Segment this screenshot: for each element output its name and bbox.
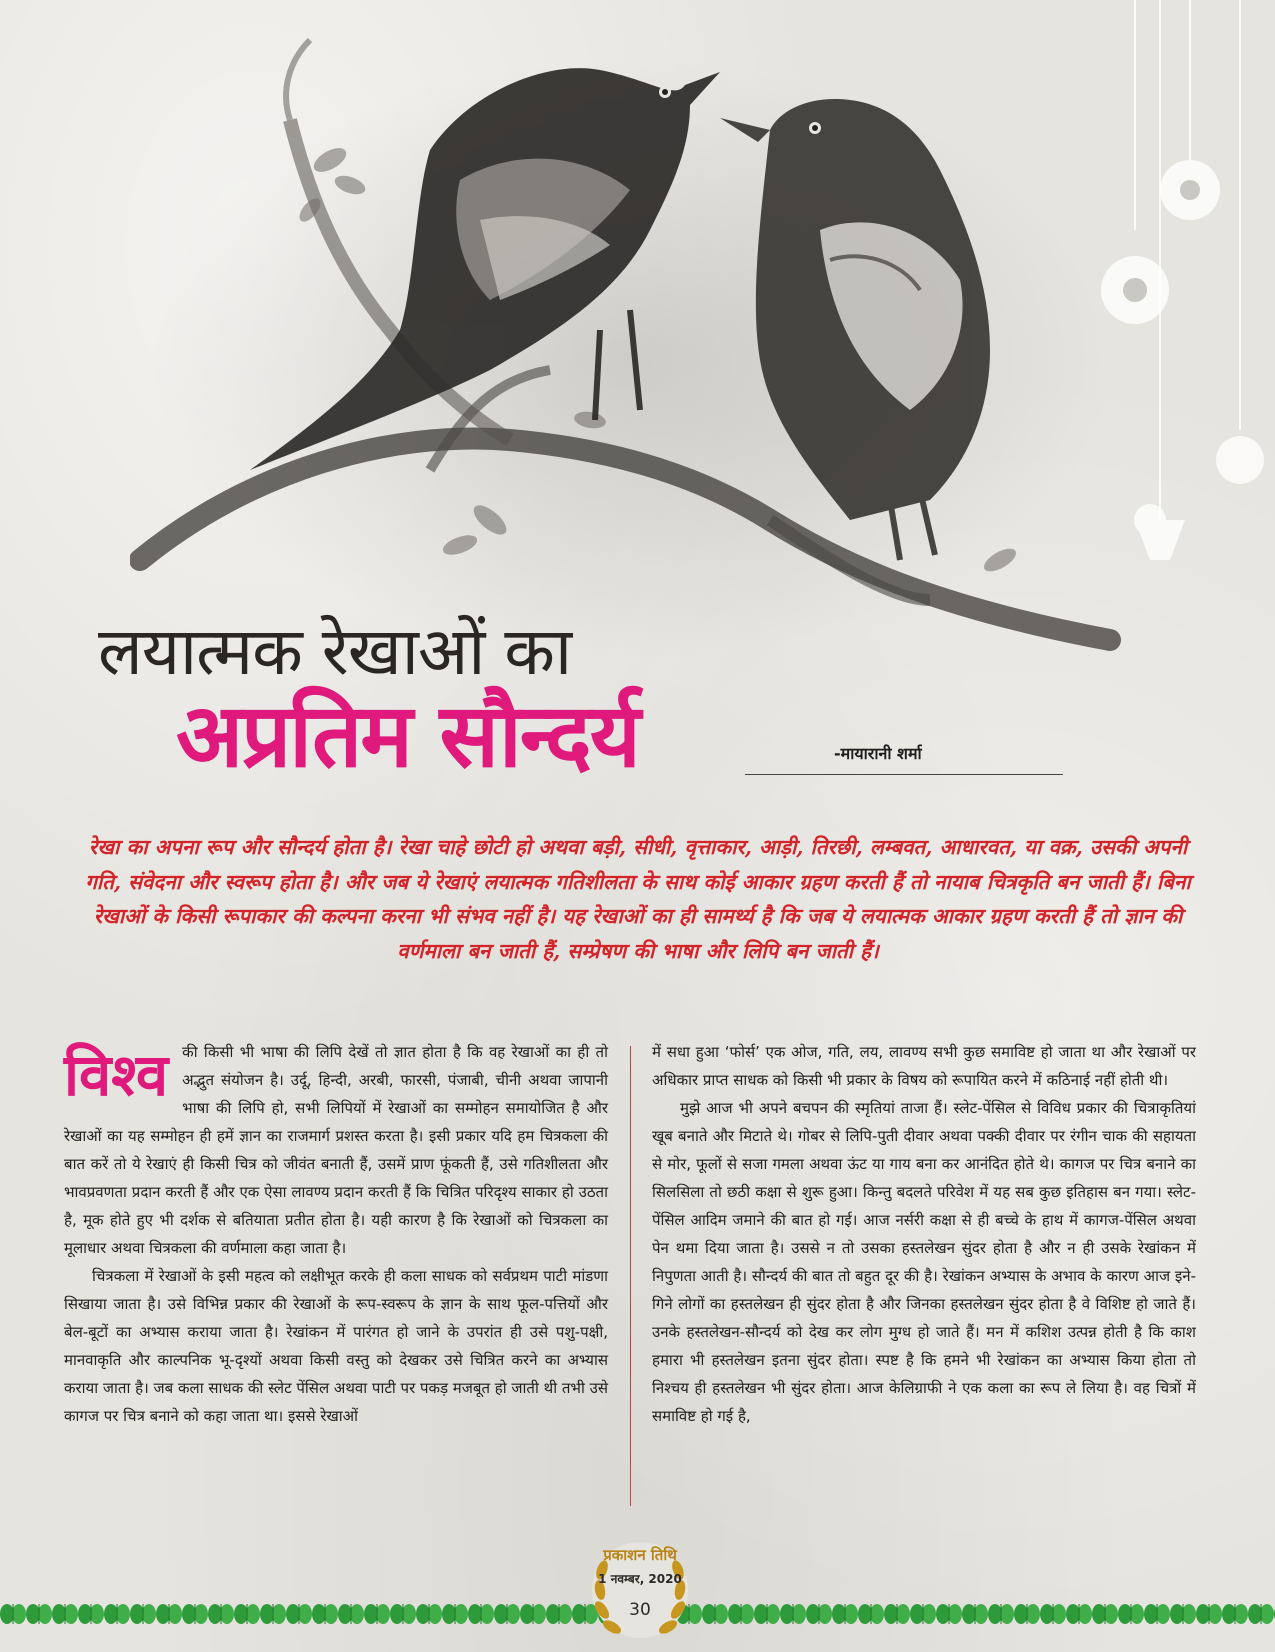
article-title-line2: अप्रतिम सौन्दर्य — [176, 684, 639, 787]
drop-cap: विश्व — [64, 1041, 169, 1109]
publication-badge — [586, 1530, 694, 1648]
hanging-ornaments-icon — [1040, 0, 1275, 620]
column-divider — [630, 1046, 631, 1506]
article-intro: रेखा का अपना रूप और सौन्दर्य होता है। रेखा चाहे छोटी हो अथवा बड़ी, सीधी, वृत्ताकार, आड़ी, तिरछी, लम्बवत, आधारवत, या वक्र, उसकी अपनी गति, संवेदना और स्वरूप होता है। और जब ये रेखाएं लयात्मक गतिशीलता के साथ कोई आकार ग्रहण करती हैं तो नायाब चित्रकृति बन जाती हैं। बिना रेखाओं के किसी रूपाकार की कल्पना करना भी संभव नहीं है। यह रेखाओं का ही सामर्थ्य है कि जब ये लयात्मक आकार ग्रहण करती हैं तो ज्ञान की वर्णमाला बन जाती हैं, सम्प्रेषण की भाषा और लिपि बन जाती हैं। — [85, 835, 1191, 963]
birds-illustration — [130, 0, 1130, 700]
publication-date: 1 नवम्बर, 2020 — [598, 1572, 682, 1586]
paragraph: मुझे आज भी अपने बचपन की स्मृतियां ताजा हैं। स्लेट-पेंसिल से विविध प्रकार की चित्राकृतियां खूब बनाते और मिटाते थे। गोबर से लिपि-पुती दीवार अथवा पक्की दीवार पर रंगीन चाक की सहायता से मोर, फूलों से सजा गमला अथवा ऊंट या गाय बना कर आनंदित होते थे। कागज पर चित्र बनाने का सिलसिला तो छठी कक्षा से शुरू हुआ। किन्तु बदलते परिवेश में यह सब कुछ इतिहास बन गया। स्लेट-पेंसिल आदिम जमाने की बात हो गई। आज नर्सरी कक्षा से ही बच्चे के हाथ में कागज-पेंसिल अथवा पेन थमा दिया जाता है। उससे न तो उसका हस्तलेखन सुंदर होता है और न ही उसके रेखांकन में निपुणता आती है। सौन्दर्य की बात तो बहुत दूर की है। रेखांकन अभ्यास के अभाव के कारण आज इने-गिने लोगों का हस्तलेखन ही सुंदर होता है और जिनका हस्तलेखन सुंदर होता है वे विशिष्ट हो जाते हैं। उनके हस्तलेखन-सौन्दर्य को देख कर लोग मुग्ध हो जाते हैं। मन में कशिश उत्पन्न होती है कि काश हमारा भी हस्तलेखन इतना सुंदर होता। स्पष्ट है कि हमने भी रेखांकन का अभ्यास किया होता तो निश्चय ही हस्तलेखन भी सुंदर होता। आज केलिग्राफी ने एक कला का रूप ले लिया है। वह चित्रों में समाविष्ट हो गई है, — [652, 1099, 1196, 1425]
paragraph: की किसी भी भाषा की लिपि देखें तो ज्ञात होता है कि वह रेखाओं का ही तो अद्भुत संयोजन है। उर्दू, हिन्दी, अरबी, फारसी, पंजाबी, चीनी अथवा जापानी भाषा की लिपि हो, सभी लिपियों में रेखाओं का सम्मोहन समायोजित है और रेखाओं का यह सम्मोहन ही हमें ज्ञान का राजमार्ग प्रशस्त करता है। इसी प्रकार यदि हम चित्रकला की बात करें तो ये रेखाएं ही किसी चित्र को जीवंत बनाती हैं, उसमें प्राण फूंकती हैं, उसे गतिशीलता और भावप्रवणता प्रदान करती हैं और एक ऐसा लावण्य प्रदान करती हैं कि चित्रित परिदृश्य साकार हो उठता है, मूक होते हुए भी दर्शक से बतियाता प्रतीत होता है। यही कारण है कि रेखाओं को चित्रकला का मूलाधार अथवा चित्रकला की वर्णमाला कहा जाता है। — [64, 1043, 608, 1257]
left-column — [64, 1038, 608, 1430]
author-byline: -मायारानी शर्मा — [834, 744, 922, 763]
author-underline — [745, 774, 1063, 775]
paragraph: चित्रकला में रेखाओं के इसी महत्व को लक्षीभूत करके ही कला साधक को सर्वप्रथम पाटी मांडणा सिखाया जाता है। उसे विभिन्न प्रकार की रेखाओं के रूप-स्वरूप के ज्ञान के साथ फूल-पत्तियों और बेल-बूटों का अभ्यास कराया जाता है। रेखांकन में पारंगत हो जाने के उपरांत ही उसे पशु-पक्षी, मानवाकृति और काल्पनिक भू-दृश्यों अथवा किसी वस्तु को देखकर उसे चित्रित करने का अभ्यास कराया जाता है। जब कला साधक की स्लेट पेंसिल अथवा पाटी पर पकड़ मजबूत हो जाती थी तभी उसे कागज पर चित्र बनाने को कहा जाता था। इससे रेखाओं — [64, 1267, 608, 1425]
page-number: 30 — [629, 1600, 651, 1620]
badge-heading: प्रकाशन तिथि — [603, 1546, 677, 1564]
right-column — [652, 1038, 1196, 1513]
article-title-line1: लयात्मक रेखाओं का — [98, 613, 572, 690]
paragraph: में सधा हुआ ‘फोर्स’ एक ओज, गति, लय, लावण्य सभी कुछ समाविष्ट हो जाता था और रेखाओं पर अधिकार प्राप्त साधक को किसी भी प्रकार के विषय को रूपायित करने में कठिनाई नहीं होती थी। — [652, 1043, 1196, 1089]
